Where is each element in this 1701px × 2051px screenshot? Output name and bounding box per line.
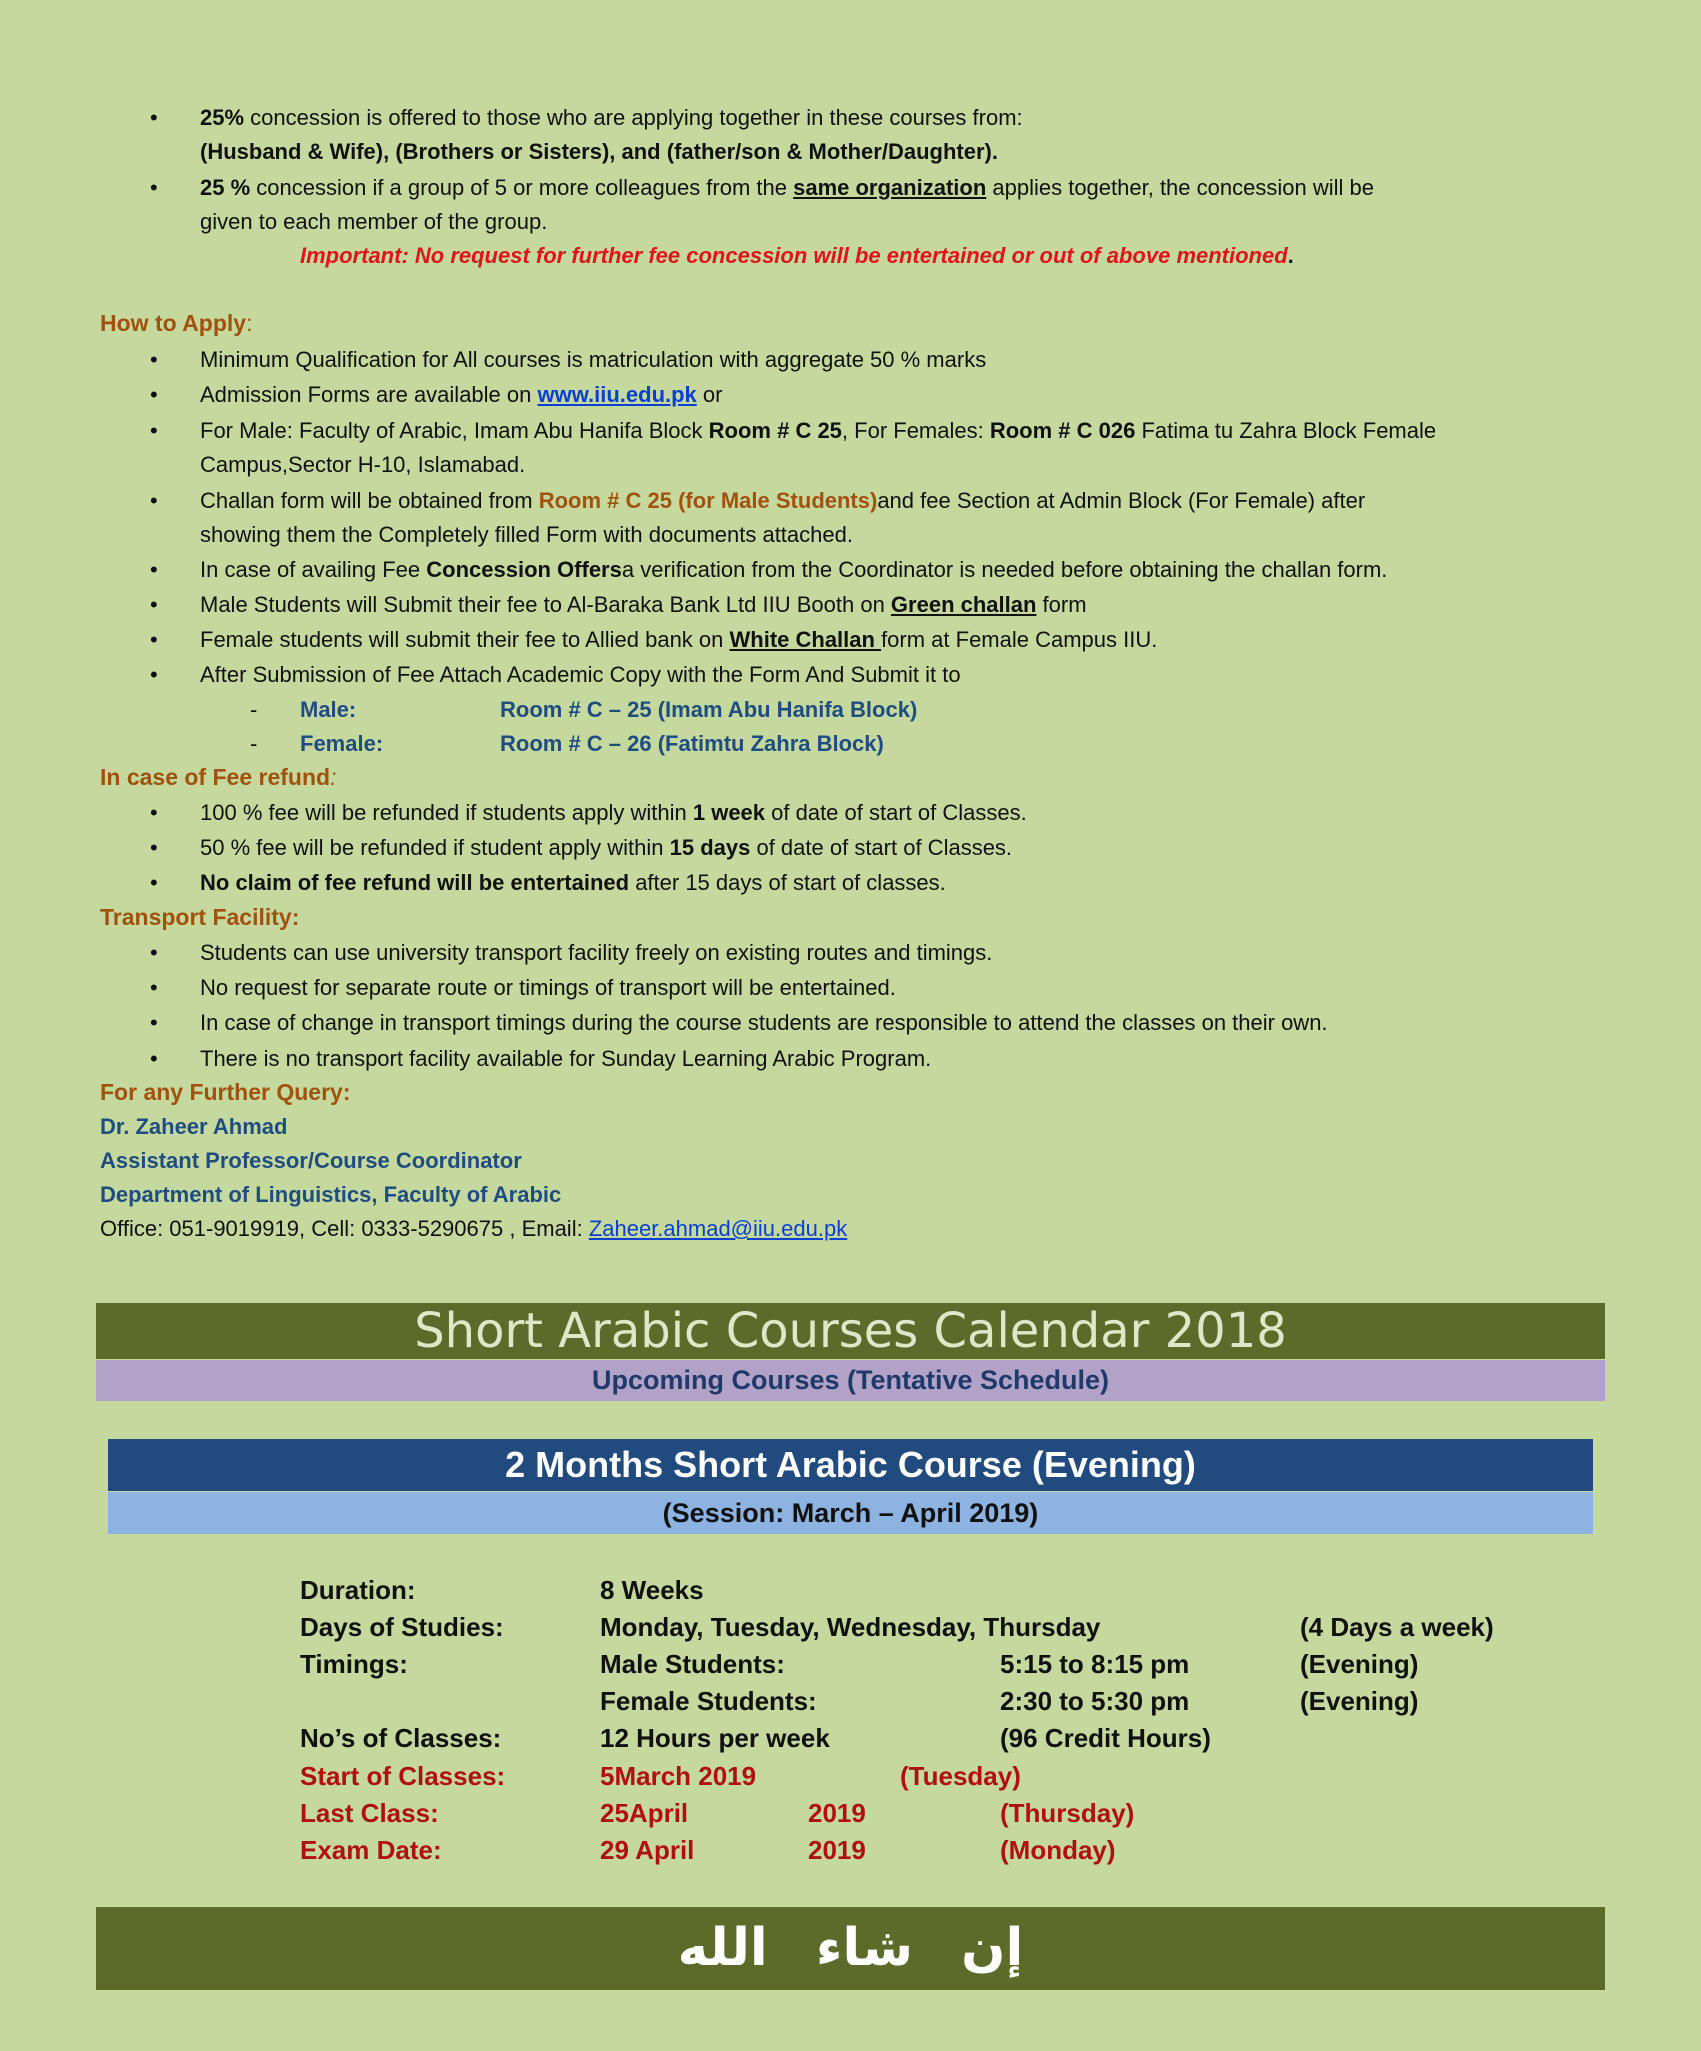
- days-note: (4 Days a week): [1300, 1612, 1494, 1642]
- apply-forms-or: or: [696, 382, 723, 407]
- concession-2-percent: 25 %: [200, 175, 251, 200]
- refund-3-bold: No claim of fee refund will be entertained: [200, 870, 630, 895]
- refund-1-text-b: of date of start of Classes.: [765, 800, 1027, 825]
- submit-male-room: Room # C – 25 (Imam Abu Hanifa Block): [500, 697, 918, 722]
- refund-1-period: 1 week: [692, 800, 766, 825]
- apply-rooms-line2: Campus,Sector H-10, Islamabad.: [200, 452, 526, 477]
- bullet-icon: •: [150, 347, 158, 372]
- apply-challan: [200, 483, 1365, 518]
- dash-icon: -: [250, 731, 258, 756]
- transport-item: No request for separate route or timings of transport will be entertained.: [200, 975, 896, 1000]
- submit-female-label: Female:: [300, 731, 384, 756]
- exam-date: 29 April: [600, 1835, 695, 1865]
- concession-2-text-b: applies together, the concession will be: [986, 175, 1374, 200]
- apply-female-fee-form: form at Female Campus IIU.: [881, 627, 1158, 652]
- concession-2-underlined: same organization: [793, 175, 987, 200]
- concession-1-text: concession is offered to those who are applying together in these courses from:: [244, 105, 1023, 130]
- bullet-icon: •: [150, 1010, 158, 1035]
- calendar-title-band: [96, 1303, 1605, 1359]
- bullet-icon: •: [150, 940, 158, 965]
- female-timing-value: 2:30 to 5:30 pm: [1000, 1686, 1190, 1716]
- important-text: Important: No request for further fee concession will be entertained or out of above mentioned: [300, 243, 1288, 268]
- refund-2-period: 15 days: [669, 835, 751, 860]
- apply-female-fee: [200, 622, 1157, 657]
- start-label: Start of Classes:: [300, 1761, 506, 1791]
- refund-1-text-a: 100 % fee will be refunded if students apply within: [200, 800, 693, 825]
- contact-phones: Office: 051-9019919, Cell: 0333-5290675 , Email:: [100, 1216, 589, 1241]
- concession-offers-bold: Concession Offers: [426, 557, 622, 582]
- contact-email-link[interactable]: Zaheer.ahmad@iiu.edu.pk: [588, 1216, 848, 1241]
- apply-rooms-text-a: For Male: Faculty of Arabic, Imam Abu Hanifa Block: [200, 418, 709, 443]
- refund-item-2: [200, 830, 1012, 865]
- contact-title: Assistant Professor/Course Coordinator: [100, 1148, 522, 1173]
- white-challan: White Challan: [729, 627, 882, 652]
- green-challan: Green challan: [890, 592, 1037, 617]
- apply-challan-text-a: Challan form will be obtained from: [200, 488, 539, 513]
- concession-1-relations: (Husband & Wife), (Brothers or Sisters), and (father/son & Mother/Daughter).: [200, 139, 998, 164]
- bullet-icon: •: [150, 662, 158, 687]
- bullet-icon: •: [150, 557, 158, 582]
- concession-2-line2: given to each member of the group.: [200, 209, 548, 234]
- female-timing-note: (Evening): [1300, 1686, 1419, 1716]
- male-timing-value: 5:15 to 8:15 pm: [1000, 1649, 1190, 1679]
- footer-band: [96, 1907, 1605, 1990]
- duration-label: Duration:: [300, 1575, 416, 1605]
- timings-label: Timings:: [300, 1649, 408, 1679]
- bullet-icon: •: [150, 382, 158, 407]
- bullet-icon: •: [150, 1046, 158, 1071]
- start-value: 5March 2019: [600, 1761, 757, 1791]
- male-timing-note: (Evening): [1300, 1649, 1419, 1679]
- submit-female-room: Room # C – 26 (Fatimtu Zahra Block): [500, 731, 884, 756]
- apply-concession-text-a: In case of availing Fee: [200, 557, 427, 582]
- apply-concession-text-b: a verification from the Coordinator is needed before obtaining the challan form.: [621, 557, 1388, 582]
- days-value: Monday, Tuesday, Wednesday, Thursday: [600, 1612, 1101, 1642]
- bullet-icon: •: [150, 175, 158, 200]
- contact-name: Dr. Zaheer Ahmad: [100, 1114, 288, 1139]
- days-label: Days of Studies:: [300, 1612, 504, 1642]
- submit-male-label: Male:: [300, 697, 357, 722]
- apply-male-fee-text: Male Students will Submit their fee to Al-Baraka Bank Ltd IIU Booth on: [200, 592, 891, 617]
- apply-forms-text: Admission Forms are available on: [200, 382, 538, 407]
- female-timing-label: Female Students:: [600, 1686, 817, 1716]
- how-to-apply-heading: [100, 306, 252, 341]
- transport-item: There is no transport facility available for Sunday Learning Arabic Program.: [200, 1046, 932, 1071]
- concession-2-text-a: concession if a group of 5 or more colleagues from the: [250, 175, 794, 200]
- challan-room: Room # C 25 (for Male Students): [538, 488, 878, 513]
- dash-icon: -: [250, 697, 258, 722]
- contact-details: [100, 1211, 847, 1246]
- course-title-band: [108, 1439, 1593, 1491]
- calendar-subtitle: Upcoming Courses (Tentative Schedule): [591, 1365, 1110, 1395]
- bullet-icon: •: [150, 488, 158, 513]
- exam-year: 2019: [808, 1835, 866, 1865]
- last-class-day: (Thursday): [1000, 1798, 1135, 1828]
- duration-value: 8 Weeks: [600, 1575, 704, 1605]
- exam-label: Exam Date:: [300, 1835, 442, 1865]
- bullet-icon: •: [150, 418, 158, 443]
- apply-qualification: Minimum Qualification for All courses is matriculation with aggregate 50 % marks: [200, 347, 987, 372]
- transport-heading: Transport Facility:: [100, 904, 300, 930]
- apply-concession-offers: [200, 552, 1387, 587]
- heading-colon: :: [330, 764, 337, 790]
- refund-2-text-b: of date of start of Classes.: [750, 835, 1013, 860]
- course-session-band: [108, 1492, 1593, 1534]
- apply-challan-text-b: and fee Section at Admin Block (For Female) after: [877, 488, 1366, 513]
- classes-label: No’s of Classes:: [300, 1723, 502, 1753]
- apply-rooms-text-c: Fatima tu Zahra Block Female: [1135, 418, 1437, 443]
- exam-day: (Monday): [1000, 1835, 1116, 1865]
- calendar-subtitle-band: [96, 1360, 1605, 1401]
- bullet-icon: •: [150, 835, 158, 860]
- refund-3-text: after 15 days of start of classes.: [629, 870, 946, 895]
- last-class-year: 2019: [808, 1798, 866, 1828]
- refund-heading: [100, 760, 336, 795]
- classes-note: (96 Credit Hours): [1000, 1723, 1211, 1753]
- bullet-icon: •: [150, 105, 158, 130]
- classes-value: 12 Hours per week: [600, 1723, 830, 1753]
- bullet-icon: •: [150, 975, 158, 1000]
- female-room: Room # C 026: [989, 418, 1136, 443]
- concession-1-percent: 25%: [200, 105, 245, 130]
- heading-colon: :: [246, 310, 253, 336]
- refund-item-3: [200, 865, 946, 900]
- apply-rooms: [200, 413, 1436, 448]
- last-class-date: 25April: [600, 1798, 689, 1828]
- male-room: Room # C 25: [708, 418, 842, 443]
- important-note: [300, 238, 1294, 273]
- refund-item-1: [200, 795, 1027, 830]
- last-class-label: Last Class:: [300, 1798, 439, 1828]
- course-session: (Session: March – April 2019): [662, 1498, 1039, 1528]
- transport-item: In case of change in transport timings during the course students are responsible to attend the classes on their own.: [200, 1010, 1328, 1035]
- iiu-website-link[interactable]: www.iiu.edu.pk: [537, 382, 697, 407]
- contact-department: Department of Linguistics, Faculty of Arabic: [100, 1182, 562, 1207]
- important-period: .: [1287, 243, 1294, 268]
- apply-female-fee-text: Female students will submit their fee to Allied bank on: [200, 627, 730, 652]
- apply-submit: After Submission of Fee Attach Academic Copy with the Form And Submit it to: [200, 662, 961, 687]
- calendar-title: Short Arabic Courses Calendar 2018: [414, 1303, 1287, 1359]
- how-to-apply-title: How to Apply: [100, 310, 247, 336]
- refund-2-text-a: 50 % fee will be refunded if student apply within: [200, 835, 670, 860]
- refund-title: In case of Fee refund: [100, 764, 331, 790]
- inshallah-text: إن شاء الله: [677, 1918, 1024, 1978]
- query-heading: For any Further Query:: [100, 1079, 351, 1105]
- bullet-icon: •: [150, 870, 158, 895]
- concession-item-1: [200, 100, 1023, 135]
- apply-male-fee: [200, 587, 1087, 622]
- start-day: (Tuesday): [900, 1761, 1021, 1791]
- bullet-icon: •: [150, 627, 158, 652]
- course-title: 2 Months Short Arabic Course (Evening): [505, 1444, 1196, 1485]
- apply-challan-line2: showing them the Completely filled Form with documents attached.: [200, 522, 853, 547]
- apply-forms: [200, 377, 722, 412]
- apply-rooms-text-b: , For Females:: [841, 418, 990, 443]
- transport-item: Students can use university transport facility freely on existing routes and timings.: [200, 940, 993, 965]
- apply-male-fee-form: form: [1036, 592, 1087, 617]
- male-timing-label: Male Students:: [600, 1649, 785, 1679]
- concession-item-2: [200, 170, 1374, 205]
- bullet-icon: •: [150, 800, 158, 825]
- bullet-icon: •: [150, 592, 158, 617]
